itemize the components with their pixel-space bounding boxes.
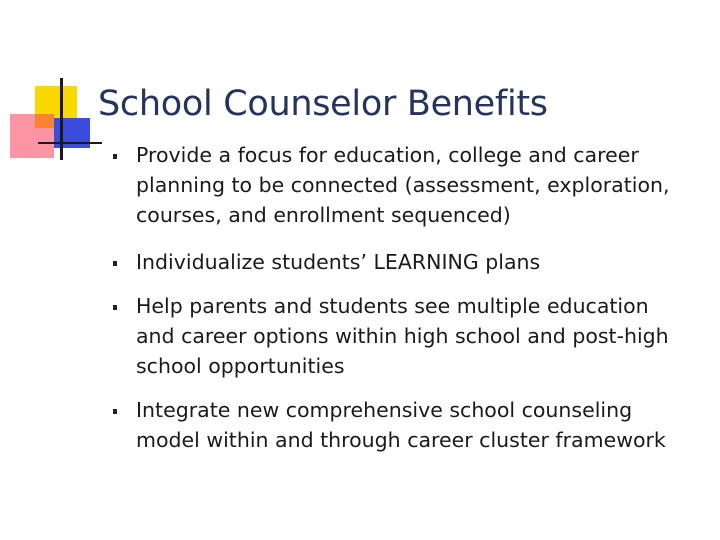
decoration-red-square: [10, 114, 54, 158]
bullet-text: Provide a focus for education, college and career planning to be connected (assessment, exploration, courses, and enrollment sequenced): [136, 143, 670, 227]
title-decoration: [0, 0, 100, 170]
bullet-square-icon: [113, 305, 117, 310]
decoration-vertical-line: [60, 78, 63, 160]
bullet-list: [110, 140, 670, 455]
bullet-text: Individualize students’ LEARNING plans: [136, 250, 541, 274]
bullet-square-icon: [113, 261, 117, 266]
bullet-text: Help parents and students see multiple education and career options within high school and post-high school opportunities: [136, 294, 669, 378]
decoration-horizontal-line: [38, 142, 102, 144]
bullet-item: [110, 395, 670, 455]
slide-title: School Counselor Benefits: [98, 84, 548, 124]
bullet-square-icon: [113, 409, 117, 414]
bullet-square-icon: [113, 154, 117, 159]
bullet-text: Integrate new comprehensive school counseling model within and through career cluster framework: [136, 398, 666, 452]
bullet-item: [110, 247, 670, 277]
bullet-item: [110, 291, 670, 381]
bullet-item: [110, 140, 670, 230]
